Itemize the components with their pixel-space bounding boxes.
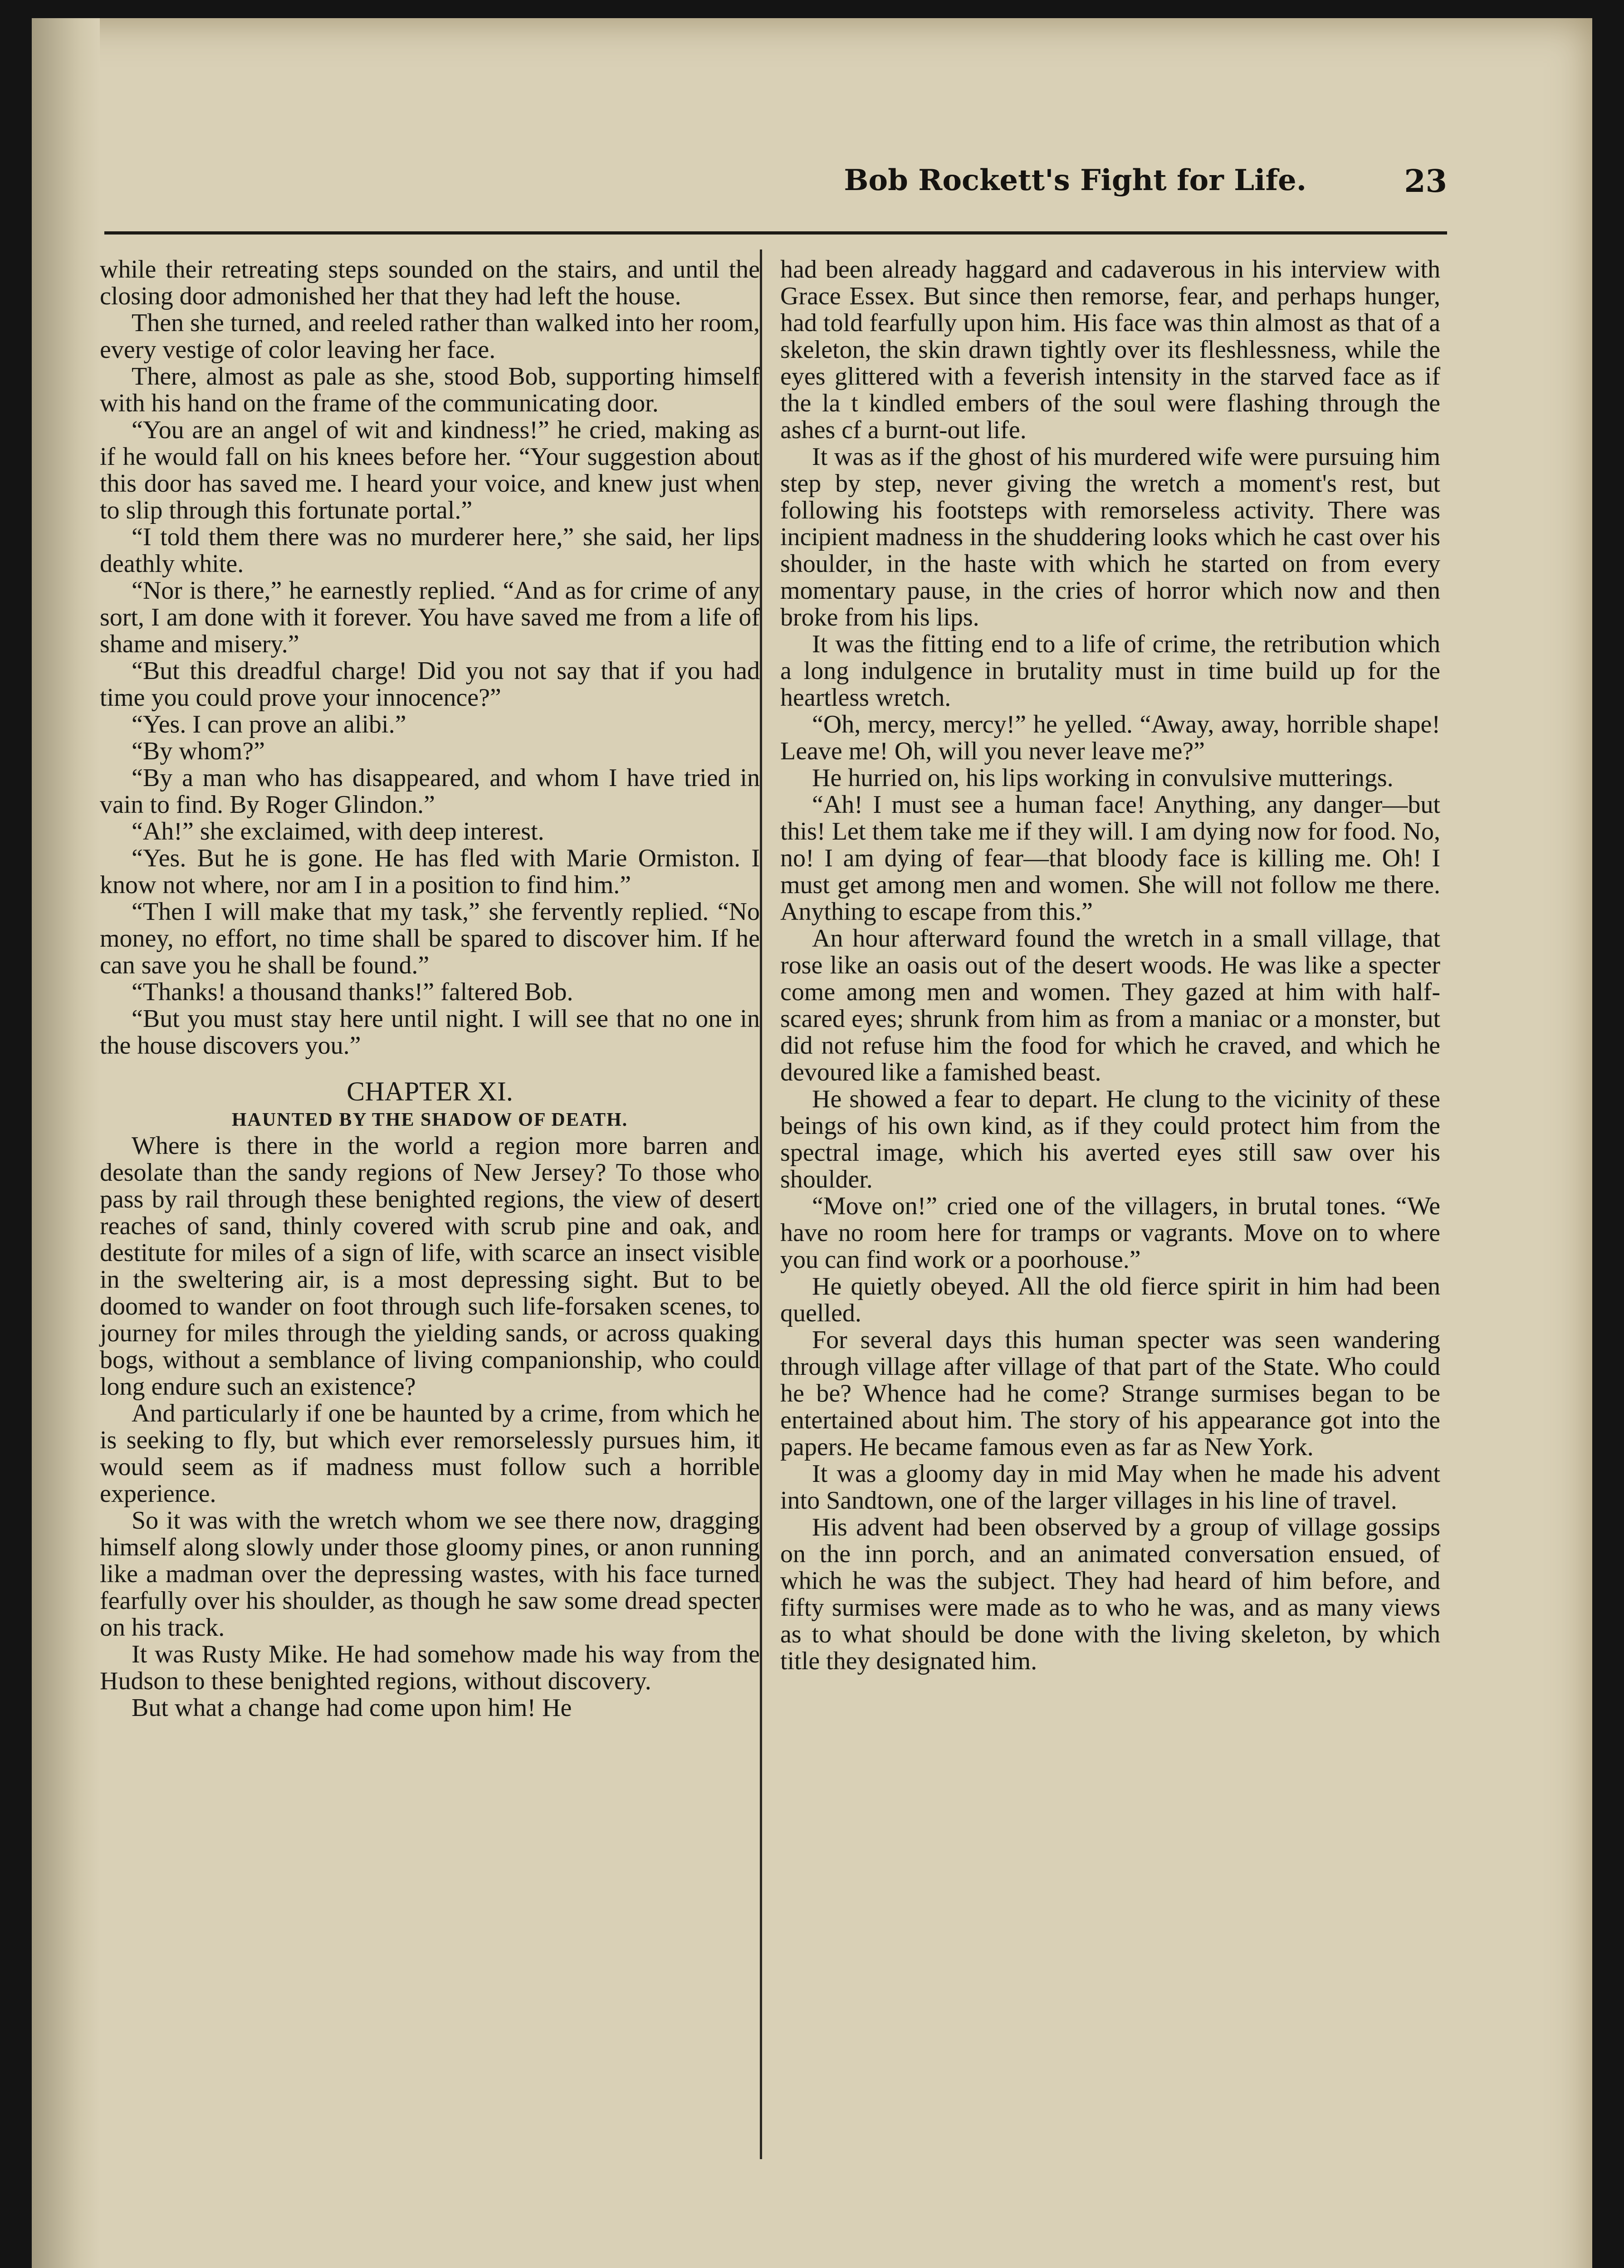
paragraph: “But this dreadful charge! Did you not say that if you had time you could prove your innocence?”	[100, 657, 760, 712]
paragraph: “Oh, mercy, mercy!” he yelled. “Away, away, horrible shape! Leave me! Oh, will you never leave me?”	[780, 710, 1440, 765]
paragraph: while their retreating steps sounded on the stairs, and until the closing door admonished her that they had left the house.	[100, 255, 760, 310]
paragraph: It was a gloomy day in mid May when he made his advent into Sandtown, one of the larger villages in his line of travel.	[780, 1460, 1440, 1515]
running-title: Bob Rockett's Fight for Life.	[844, 163, 1306, 197]
paragraph: But what a change had come upon him! He	[132, 1694, 572, 1722]
paragraph: Then she turned, and reeled rather than walked into her room, every vestige of color leaving her face.	[100, 309, 760, 364]
paragraph: He showed a fear to depart. He clung to the vicinity of these beings of his own kind, as if they could protect him from the spectral image, which his averted eyes still saw over his shoulder.	[780, 1085, 1440, 1193]
paragraph: “Ah!” she exclaimed, with deep interest.	[132, 817, 544, 846]
page-fold-shadow	[32, 18, 100, 2268]
column-divider	[760, 249, 762, 2159]
paragraph: “But you must stay here until night. I will see that no one in the house discovers you.”	[100, 1005, 760, 1060]
chapter-subtitle: HAUNTED BY THE SHADOW OF DEATH.	[231, 1110, 628, 1130]
paragraph: He hurried on, his lips working in convulsive mutterings.	[812, 764, 1394, 792]
paragraph: “By whom?”	[132, 737, 265, 765]
paragraph: Where is there in the world a region more barren and desolate than the sandy regions of New Jersey? To those who pass by rail through these benighted regions, the view of desert reaches of sand, thinly covered with scrub pine and oak, and destitute for miles of a sign of life, with scarce an insect visible in the sweltering air, is a most depressing sight. But to be doomed to wander on foot through such life-forsaken scenes, to journey for miles through the yielding sands, or across quaking bogs, without a semblance of living companionship, who could long endure such an existence?	[100, 1132, 760, 1401]
paragraph: An hour afterward found the wretch in a small village, that rose like an oasis out of the desert woods. He was like a specter come among men and women. They gazed at him with half-scared eyes; shrunk from him as from a maniac or a monster, but did not refuse him the food for which he craved, and which he devoured like a famished beast.	[780, 924, 1440, 1086]
paragraph: “Ah! I must see a human face! Anything, any danger—but this! Let them take me if they will. I am dying now for food. No, no! I am dying of fear—that bloody face is killing me. Oh! I must get among men and women. She will not follow me there. Anything to escape from this.”	[780, 791, 1440, 926]
paragraph: “Nor is there,” he earnestly replied. “And as for crime of any sort, I am done with it forever. You have saved me from a life of shame and misery.”	[100, 577, 760, 658]
paragraph: So it was with the wretch whom we see there now, dragging himself along slowly under those gloomy pines, or anon running like a madman over the depressing wastes, with his face turned fearfully over his shoulder, as though he saw some dread specter on his track.	[100, 1506, 760, 1642]
page-number: 23	[1404, 163, 1447, 200]
paragraph: He quietly obeyed. All the old fierce spirit in him had been quelled.	[780, 1272, 1440, 1327]
paragraph: “You are an angel of wit and kindness!” he cried, making as if he would fall on his knees before her. “Your suggestion about this door has saved me. I heard your voice, and knew just when to slip through this fortunate portal.”	[100, 416, 760, 524]
paragraph: “Yes. I can prove an alibi.”	[132, 710, 406, 738]
header-rule	[104, 231, 1447, 235]
paragraph: His advent had been observed by a group of village gossips on the inn porch, and an animated conversation ensued, of which he was the subject. They had heard of him before, and fifty surmises were made as to who he was, and as many views as to what should be done with the living skeleton, by which title they designated him.	[780, 1513, 1440, 1675]
paragraph: “Move on!” cried one of the villagers, in brutal tones. “We have no room here for tramps or vagrants. Move on to where you can find work or a poorhouse.”	[780, 1192, 1440, 1274]
paragraph: It was as if the ghost of his murdered wife were pursuing him step by step, never giving the wretch a moment's rest, but following his footsteps with remorseless activity. There was incipient madness in the shuddering looks which he cast over his shoulder, in the haste with which he started on from every momentary pause, in the cries of horror which now and then broke from his lips.	[780, 443, 1440, 631]
chapter-heading: CHAPTER XI.	[347, 1076, 513, 1106]
magazine-page	[32, 18, 1592, 2268]
paragraph: “I told them there was no murderer here,” she said, her lips deathly white.	[100, 523, 760, 578]
paragraph: “Yes. But he is gone. He has fled with Marie Ormiston. I know not where, nor am I in a position to find him.”	[100, 844, 760, 899]
paragraph: And particularly if one be haunted by a crime, from which he is seeking to fly, but which ever remorselessly pursues him, it would seem as if madness must follow such a horrible experience.	[100, 1399, 760, 1508]
paragraph: It was the fitting end to a life of crime, the retribution which a long indulgence in brutality must in time build up for the heartless wretch.	[780, 630, 1440, 712]
left-column	[100, 256, 760, 1721]
paragraph: For several days this human specter was seen wandering through village after village of that part of the State. Who could he be? Whence had he come? Strange surmises began to be entertained about him. The story of his appearance got into the papers. He became famous even as far as New York.	[780, 1326, 1440, 1461]
paragraph: There, almost as pale as she, stood Bob, supporting himself with his hand on the frame of the communicating door.	[100, 362, 760, 417]
paragraph: “Then I will make that my task,” she fervently replied. “No money, no effort, no time shall be spared to discover him. If he can save you he shall be found.”	[100, 898, 760, 979]
paragraph: had been already haggard and cadaverous in his interview with Grace Essex. But since then remorse, fear, and perhaps hunger, had told fearfully upon him. His face was thin almost as that of a skeleton, the skin drawn tightly over its fleshlessness, while the eyes glittered with a feverish intensity in the starved face as if the la t kindled embers of the soul were flashing through the ashes cf a burnt-out life.	[780, 255, 1440, 444]
paragraph: “By a man who has disappeared, and whom I have tried in vain to find. By Roger Glindon.”	[100, 764, 760, 819]
right-column	[780, 256, 1440, 1675]
paragraph: “Thanks! a thousand thanks!” faltered Bob.	[132, 978, 573, 1006]
paragraph: It was Rusty Mike. He had somehow made his way from the Hudson to these benighted regions, without discovery.	[100, 1640, 760, 1695]
